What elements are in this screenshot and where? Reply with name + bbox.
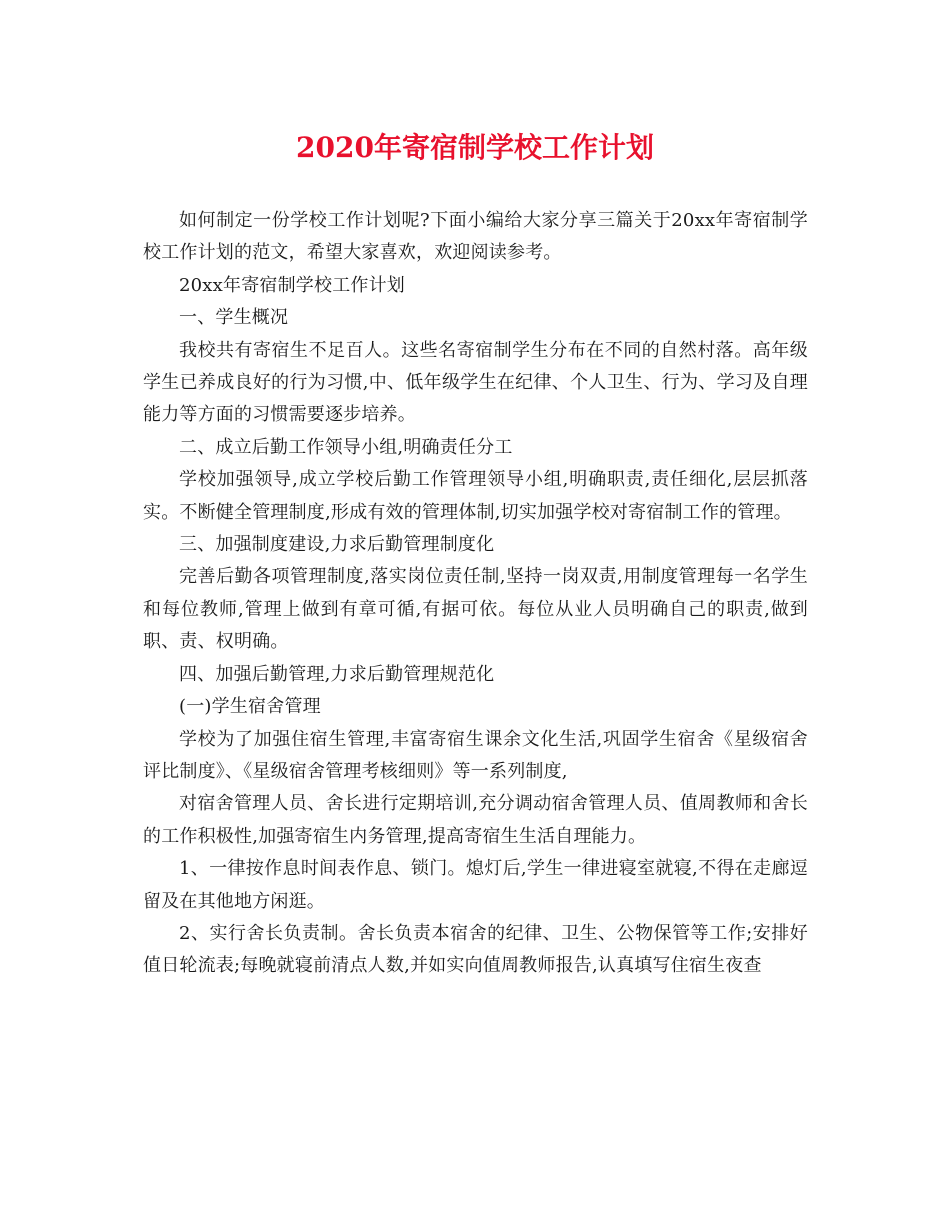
intro-paragraph: 如何制定一份学校工作计划呢?下面小编给大家分享三篇关于20xx年寄宿制学校工作计划的范文，希望大家喜欢，欢迎阅读参考。 [143,210,808,264]
document-title: 2020年寄宿制学校工作计划 [296,131,654,164]
list-item: 2、实行舍长负责制。舍长负责本宿舍的纪律、卫生、公物保管等工作;安排好值日轮流表;每晚就寝前清点人数,并如实向值周教师报告,认真填写住宿生夜查 [143,922,808,977]
section-heading: 二、成立后勤工作领导小组,明确责任分工 [179,436,513,458]
list-item: 1、一律按作息时间表作息、锁门。熄灯后,学生一律进寝室就寝,不得在走廊逗留及在其他地方闲逛。 [143,858,808,912]
subsection-heading: (一)学生宿舍管理 [179,696,321,718]
body-paragraph: 学校加强领导,成立学校后勤工作管理领导小组,明确职责,责任细化,层层抓落实。不断健全管理制度,形成有效的管理体制,切实加强学校对寄宿制工作的管理。 [143,469,808,523]
body-paragraph: 完善后勤各项管理制度,落实岗位责任制,坚持一岗双责,用制度管理每一名学生和每位教师,管理上做到有章可循,有据可依。每位从业人员明确自己的职责,做到职、责、权明确。 [143,566,808,653]
subtitle-paragraph: 20xx年寄宿制学校工作计划 [179,274,406,296]
document-body [143,205,808,983]
body-paragraph: 对宿舍管理人员、舍长进行定期培训,充分调动宿舍管理人员、值周教师和舍长的工作积极性,加强寄宿生内务管理,提高寄宿生生活自理能力。 [143,793,808,847]
section-heading: 四、加强后勤管理,力求后勤管理规范化 [179,663,495,685]
section-heading: 一、学生概况 [179,307,289,329]
section-heading: 三、加强制度建设,力求后勤管理制度化 [179,534,495,556]
body-paragraph: 学校为了加强住宿生管理,丰富寄宿生课余文化生活,巩固学生宿舍《星级宿舍评比制度》、《星级宿舍管理考核细则》等一系列制度, [143,728,808,782]
body-paragraph: 我校共有寄宿生不足百人。这些名寄宿制学生分布在不同的自然村落。高年级学生已养成良好的行为习惯,中、低年级学生在纪律、个人卫生、行为、学习及自理能力等方面的习惯需要逐步培养。 [143,339,808,426]
